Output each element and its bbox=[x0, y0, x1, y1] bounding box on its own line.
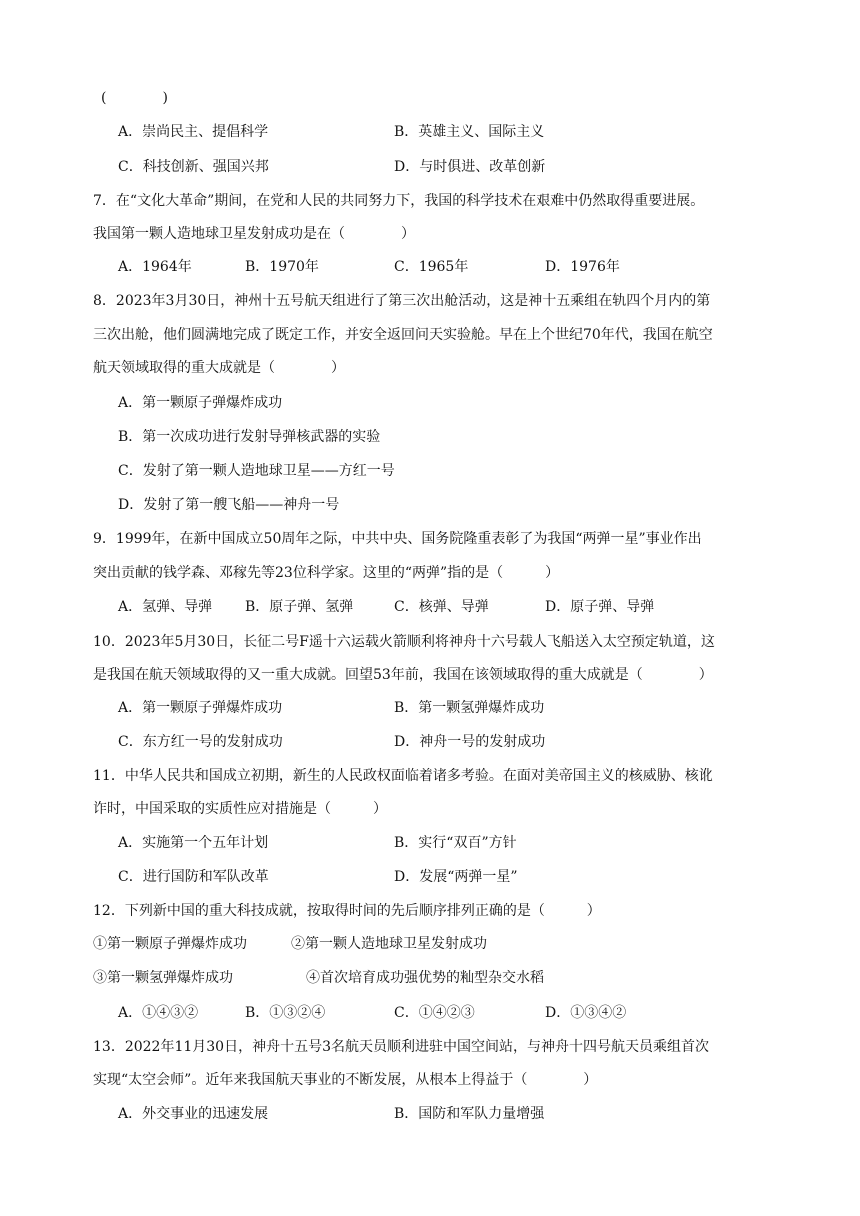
option-b: B．英雄主义、国际主义 bbox=[394, 124, 545, 140]
option-a: A．第一颗原子弹爆炸成功 bbox=[118, 700, 283, 716]
option-b: B．第一次成功进行发射导弹核武器的实验 bbox=[118, 429, 381, 445]
question-13-text: 实现“太空会师”。近年来我国航天事业的不断发展，从根本上得益于（ ） bbox=[93, 1072, 598, 1088]
option-b: B．1970年 bbox=[245, 259, 319, 275]
sequence-item: ②第一颗人造地球卫星发射成功 bbox=[291, 936, 487, 952]
option-c: C．1965年 bbox=[394, 259, 469, 275]
question-13-text: 13．2022年11月30日，神舟十五号3名航天员顺利进驻中国空间站，与神舟十四号航天员乘组首次 bbox=[93, 1039, 709, 1055]
option-d: D．发射了第一艘飞船——神舟一号 bbox=[118, 497, 340, 513]
option-a: A．第一颗原子弹爆炸成功 bbox=[118, 395, 283, 411]
option-a: A．氢弹、导弹 bbox=[118, 599, 213, 615]
sequence-item: ①第一颗原子弹爆炸成功 bbox=[93, 936, 247, 952]
option-d: D．①③④② bbox=[545, 1005, 627, 1021]
question-10-text: 是我国在航天领域取得的又一重大成就。回望53年前，我国在该领域取得的重大成就是（ ） bbox=[93, 667, 713, 683]
option-b: B．第一颗氢弹爆炸成功 bbox=[394, 700, 545, 716]
option-c: C．发射了第一颗人造地球卫星——方红一号 bbox=[118, 463, 395, 479]
question-8-text: 航天领域取得的重大成就是（ ） bbox=[93, 360, 345, 376]
option-c: C．科技创新、强国兴邦 bbox=[118, 159, 269, 175]
option-d: D．原子弹、导弹 bbox=[545, 599, 655, 615]
option-b: B．国防和军队力量增强 bbox=[394, 1106, 545, 1122]
question-11-text: 11．中华人民共和国成立初期，新生的人民政权面临着诸多考验。在面对美帝国主义的核威胁、核讹 bbox=[93, 768, 713, 784]
option-b: B．①③②④ bbox=[245, 1005, 326, 1021]
option-c: C．核弹、导弹 bbox=[394, 599, 489, 615]
option-a: A．1964年 bbox=[118, 259, 192, 275]
option-d: D．神舟一号的发射成功 bbox=[394, 734, 546, 750]
sequence-item: ③第一颗氢弹爆炸成功 bbox=[93, 970, 233, 986]
question-7-text: 我国第一颗人造地球卫星发射成功是在（ ） bbox=[93, 226, 415, 242]
answer-bracket: ( ) bbox=[101, 90, 168, 106]
question-9-text: 9．1999年，在新中国成立50周年之际，中共中央、国务院隆重表彰了为我国“两弹一星”事业作出 bbox=[93, 531, 702, 547]
question-12-text: 12．下列新中国的重大科技成就，按取得时间的先后顺序排列正确的是（ ） bbox=[93, 903, 601, 919]
sequence-item: ④首次培育成功强优势的籼型杂交水稻 bbox=[306, 970, 544, 986]
option-c: C．进行国防和军队改革 bbox=[118, 869, 269, 885]
question-8-text: 8．2023年3月30日，神州十五号航天组进行了第三次出舱活动，这是神十五乘组在轨四个月内的第 bbox=[93, 293, 711, 309]
option-a: A．崇尚民主、提倡科学 bbox=[118, 124, 269, 140]
question-11-text: 诈时，中国采取的实质性应对措施是（ ） bbox=[93, 801, 387, 817]
option-a: A．实施第一个五年计划 bbox=[118, 835, 269, 851]
option-c: C．①④②③ bbox=[394, 1005, 475, 1021]
question-8-text: 三次出舱，他们圆满地完成了既定工作，并安全返回问天实验舱。早在上个世纪70年代，我国在航空 bbox=[93, 327, 713, 343]
question-10-text: 10．2023年5月30日，长征二号F遥十六运载火箭顺利将神舟十六号载人飞船送入太空预定轨道，这 bbox=[93, 634, 715, 650]
option-d: D．与时俱进、改革创新 bbox=[394, 159, 546, 175]
option-a: A．外交事业的迅速发展 bbox=[118, 1106, 269, 1122]
option-a: A．①④③② bbox=[118, 1005, 199, 1021]
question-9-text: 突出贡献的钱学森、邓稼先等23位科学家。这里的“两弹”指的是（ ） bbox=[93, 565, 560, 581]
option-b: B．原子弹、氢弹 bbox=[245, 599, 354, 615]
option-b: B．实行“双百”方针 bbox=[394, 835, 517, 851]
option-d: D．发展“两弹一星” bbox=[394, 869, 518, 885]
question-7-text: 7．在“文化大革命”期间，在党和人民的共同努力下，我国的科学技术在艰难中仍然取得重要进展。 bbox=[93, 193, 705, 209]
option-d: D．1976年 bbox=[545, 259, 620, 275]
option-c: C．东方红一号的发射成功 bbox=[118, 734, 283, 750]
